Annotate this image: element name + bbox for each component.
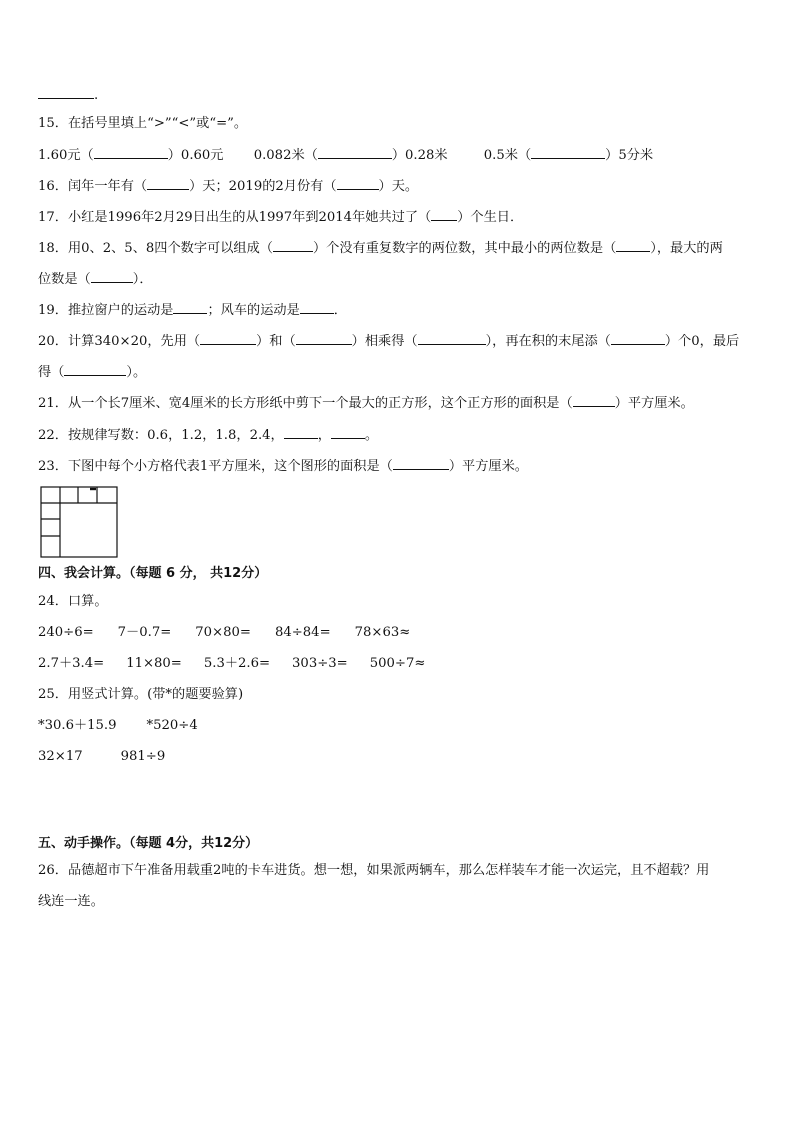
calc-item: 32×17 [38,749,83,764]
q24-row-2 [38,655,425,673]
calc-item: 2.7＋3.4= [38,656,105,671]
calc-item: 84÷84= [274,625,331,640]
answer-blank[interactable] [616,239,650,252]
calc-item: 240÷6= [38,625,94,640]
answer-blank[interactable] [337,177,379,190]
q15-item-3: 0.5米（ ）5分米 [483,148,654,163]
answer-blank[interactable] [611,332,665,345]
answer-blank[interactable] [331,426,365,439]
q15-item-2: 0.082米（ ）0.28米 [253,148,448,163]
q25-row-1 [38,717,198,735]
answer-blank[interactable] [418,332,486,345]
question-15: 15．在括号里填上“>”“<”或“=”。 [38,116,248,131]
calc-item: *520÷4 [146,718,198,733]
answer-blank[interactable] [173,301,207,314]
calc-item: 981÷9 [120,749,166,764]
question-18-cont: 位数是（ ）． [38,272,153,287]
calc-item: 78×63≈ [354,625,411,640]
question-25: 25．用竖式计算。(带*的题要验算) [38,687,244,702]
calc-item: 5.3＋2.6= [203,656,271,671]
answer-blank[interactable] [431,208,457,221]
question-21: 21．从一个长7厘米、宽4厘米的长方形纸中剪下一个最大的正方形，这个正方形的面积是（ ）平方厘米。 [38,396,694,411]
answer-blank[interactable] [531,146,605,159]
figure-outline [41,487,117,557]
answer-blank[interactable] [94,146,168,159]
answer-blank[interactable] [91,270,133,283]
calc-item: 303÷3= [292,656,348,671]
question-15-items [38,146,653,165]
question-26: 26．品德超市下午准备用载重2吨的卡车进货。想一想，如果派两辆车，那么怎样装车才能一次运完，且不超载？用 [38,863,710,878]
calc-item: 70×80= [195,625,251,640]
calc-item: 500÷7≈ [369,656,426,671]
prev-question-tail: . [38,86,98,105]
answer-blank[interactable] [296,332,352,345]
answer-blank[interactable] [393,457,449,470]
answer-blank[interactable] [318,146,392,159]
answer-blank[interactable] [147,177,189,190]
calc-item: 11×80= [126,656,182,671]
question-22: 22．按规律写数：0.6，1.2，1.8，2.4， ， 。 [38,428,379,443]
question-17: 17．小红是1996年2月29日出生的从1997年到2014年她共过了（ ）个生日． [38,210,524,225]
answer-blank[interactable] [573,394,615,407]
question-18: 18．用0、2、5、8四个数字可以组成（ ）个没有重复数字的两位数，其中最小的两位数是（ ），最大的两 [38,241,723,256]
answer-blank[interactable] [38,86,94,99]
calc-item: *30.6＋15.9 [38,718,117,733]
question-26-cont: 线连一连。 [38,894,104,909]
grid-figure [40,486,120,560]
answer-blank[interactable] [300,301,334,314]
question-20-cont: 得（ ）。 [38,365,147,380]
answer-blank[interactable] [273,239,313,252]
question-24: 24．口算。 [38,594,108,609]
calc-item: 7－0.7= [117,625,172,640]
question-23: 23．下图中每个小方格代表1平方厘米，这个图形的面积是（ ）平方厘米。 [38,459,528,474]
q15-item-1: 1.60元（ ）0.60元 [38,148,224,163]
q25-row-2 [38,748,165,766]
question-16: 16．闰年一年有（ ）天；2019的2月份有（ ）天。 [38,179,419,194]
answer-blank[interactable] [64,363,126,376]
question-19: 19．推拉窗户的运动是 ；风车的运动是 ． [38,303,347,318]
question-20: 20．计算340×20，先用（ ）和（ ）相乘得（ ），再在积的末尾添（ ）个0，最后 [38,334,740,349]
section-5-heading: 五、动手操作。（每题 4分，共12分） [38,836,259,851]
answer-blank[interactable] [284,426,318,439]
section-4-heading: 四、我会计算。（每题 6 分， 共12分） [38,566,268,581]
answer-blank[interactable] [200,332,256,345]
q24-row-1 [38,624,410,642]
